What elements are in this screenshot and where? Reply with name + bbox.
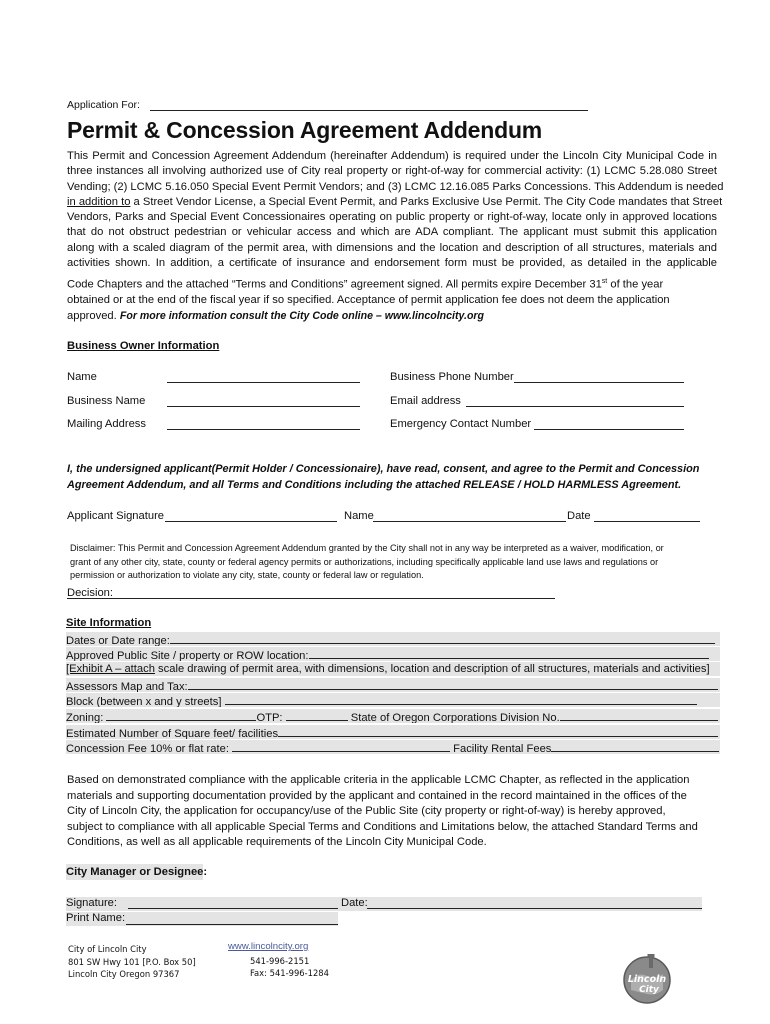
emergency-contact-field[interactable] <box>534 429 684 430</box>
footer-fax: Fax: 541-996-1284 <box>250 968 329 978</box>
logo-text-lincoln: Lincoln <box>627 974 667 985</box>
intro-line: Vendors, Parks and Special Event Concessionaires operating on public property or right-of-way, locate only in approved locations <box>67 211 717 224</box>
address-line: Lincoln City Oregon 97367 <box>68 969 180 979</box>
fee-row <box>66 740 720 754</box>
intro-line: three instances all involving authorized use of City real property or right-of-way for commercial activity: (1) LCMC 5.28.080 Street <box>67 165 717 178</box>
intro-paragraph <box>67 149 724 324</box>
intro-line: Vending; (2) LCMC 5.16.050 Special Event Permit Vendors; and (3) LCMC 12.16.085 Parks Concessions. This Addendum is needed <box>67 180 724 193</box>
intro-line <box>67 274 717 293</box>
sqft-row[interactable] <box>66 725 720 739</box>
site-information-heading: Site Information <box>66 617 152 629</box>
intro-line-pre: approved. <box>67 309 120 322</box>
compliance-line: Conditions, as well as all applicable requirements of the Lincoln City Municipal Code. <box>67 836 487 848</box>
dates-field[interactable] <box>170 632 715 644</box>
agreement-line: Agreement Addendum, and all Terms and Conditions including the attached RELEASE / HOLD HARMLESS Agreement. <box>67 479 682 491</box>
zoning-field[interactable] <box>106 709 256 721</box>
zoning-row <box>66 709 720 723</box>
block-row[interactable] <box>66 693 720 707</box>
sqft-label: Estimated Number of Square feet/ facilities <box>66 728 279 739</box>
email-field[interactable] <box>466 406 684 407</box>
business-phone-label: Business Phone Number <box>390 371 514 383</box>
manager-date-label: Date: <box>341 897 368 909</box>
intro-line <box>67 309 717 324</box>
emergency-contact-label: Emergency Contact Number <box>390 418 532 430</box>
mailing-address-field[interactable] <box>167 429 360 430</box>
disclaimer <box>70 542 730 583</box>
dates-label: Dates or Date range: <box>66 635 170 646</box>
intro-line: activities shown. In addition, a certificate of insurance and endorsement form must be provided, as detailed in the applicable <box>67 257 717 270</box>
footer-address <box>68 943 196 981</box>
fee-label: Concession Fee 10% or flat rate: <box>66 743 229 754</box>
approved-site-label: Approved Public Site / property or ROW location: <box>66 650 309 661</box>
approved-site-field[interactable] <box>309 647 709 659</box>
logo-icon <box>619 950 675 1006</box>
applicant-signature-field[interactable] <box>165 521 337 522</box>
exhibit-description: scale drawing of permit area, with dimensions, location and description of all structures, materials and activities] <box>154 663 710 675</box>
block-label: Block (between x and y streets] <box>66 696 222 707</box>
application-for-text: Application For: <box>67 99 140 111</box>
compliance-line: materials and supporting documentation provided by the applicant and contained in the record maintained in the offices of the <box>67 789 687 802</box>
intro-line: along with a scaled diagram of the permit area, with dimensions and the location and description of all structures, materials and <box>67 241 717 254</box>
compliance-line: Based on demonstrated compliance with the applicable criteria in the applicable LCMC Chapter, as reflected in the application <box>67 774 690 786</box>
footer-phone: 541-996-2151 <box>250 956 310 966</box>
compliance-line: subject to compliance with all applicable Special Terms and Conditions and Limitations below, the attached Standard Terms and <box>67 820 698 833</box>
applicant-date-label: Date <box>567 510 591 522</box>
state-corp-field[interactable] <box>560 709 718 721</box>
print-name-field[interactable] <box>126 924 338 925</box>
applicant-name-label: Name <box>344 510 374 522</box>
compliance-line: City of Lincoln City, the application for occupancy/use of the Public Site (city property or right-of-way) is hereby approved, <box>67 805 666 817</box>
assessors-field[interactable] <box>188 678 718 690</box>
name-label: Name <box>67 371 97 383</box>
fee-field[interactable] <box>232 740 450 752</box>
print-name-label: Print Name: <box>66 912 126 924</box>
block-field[interactable] <box>225 693 697 705</box>
otp-label: OTP: <box>256 712 283 723</box>
lincoln-city-logo <box>619 950 675 1006</box>
otp-field[interactable] <box>286 709 348 721</box>
intro-line-post: of the year <box>607 279 664 292</box>
intro-line-rest: a Street Vendor License, a Special Event Permit, and Parks Exclusive Use Permit. The City Code mandates that Street <box>130 195 723 208</box>
mailing-address-label: Mailing Address <box>67 418 146 430</box>
rental-field[interactable] <box>551 740 719 752</box>
approved-site-row[interactable] <box>66 647 720 661</box>
business-phone-field[interactable] <box>514 382 684 383</box>
assessors-label: Assessors Map and Tax: <box>66 681 188 692</box>
decision-field[interactable] <box>67 598 555 599</box>
address-line: City of Lincoln City <box>68 944 147 954</box>
disclaimer-line: permission or authorization to violate any city, state, county or federal law or regulation. <box>70 570 424 580</box>
state-corp-label: State of Oregon Corporations Division No. <box>350 712 560 723</box>
rental-label: Facility Rental Fees <box>453 743 552 754</box>
city-code-link-text: For more information consult the City Code online – www.lincolncity.org <box>119 309 485 322</box>
business-name-field[interactable] <box>167 406 360 407</box>
business-owner-heading: Business Owner Information <box>67 340 220 352</box>
name-field[interactable] <box>167 382 360 383</box>
manager-signature-label: Signature: <box>66 897 117 909</box>
intro-line <box>67 195 723 210</box>
agreement-line: I, the undersigned applicant(Permit Holder / Concessionaire), have read, consent, and agree to the Permit and Concession <box>67 463 700 475</box>
page-title: Permit & Concession Agreement Addendum <box>67 117 543 143</box>
intro-line: obtained or at the end of the fiscal year if so specified. Acceptance of permit application fee does not deem the application <box>67 294 670 307</box>
intro-underlined-text: in addition to <box>67 195 131 208</box>
sqft-field[interactable] <box>278 725 718 737</box>
assessors-row[interactable] <box>66 678 720 692</box>
dates-row[interactable] <box>66 632 720 646</box>
city-manager-heading: City Manager or Designee: <box>66 866 208 878</box>
intro-line: that do not obstruct pedestrian or vehicular access and which are ADA compliant. The applicant must submit this application <box>67 226 717 239</box>
compliance-paragraph <box>67 773 717 851</box>
exhibit-a-link[interactable]: [Exhibit A – attach <box>66 663 155 675</box>
decision-label: Decision: <box>67 587 114 599</box>
disclaimer-line: grant of any other city, state, county or federal agency permits or authorizations, including specifically applicable land use laws and regulations or <box>70 556 659 567</box>
manager-date-field[interactable] <box>367 908 702 909</box>
website-link[interactable]: www.lincolncity.org <box>228 941 309 952</box>
applicant-signature-label: Applicant Signature <box>67 510 165 522</box>
address-line: 801 SW Hwy 101 [P.O. Box 50] <box>68 956 196 967</box>
exhibit-row <box>66 662 720 676</box>
disclaimer-line: Disclaimer: This Permit and Concession Agreement Addendum granted by the City shall not in any way be interpreted as a waiver, modification, or <box>70 543 664 553</box>
application-for-label <box>67 99 140 111</box>
email-label: Email address <box>390 395 461 407</box>
intro-line: This Permit and Concession Agreement Addendum (hereinafter Addendum) is required under the Lincoln City Municipal Code in <box>67 150 717 162</box>
intro-sup: st <box>601 278 608 286</box>
zoning-label: Zoning: <box>66 712 104 723</box>
applicant-name-field[interactable] <box>373 521 566 522</box>
logo-text-city: City <box>639 985 659 995</box>
manager-signature-field[interactable] <box>128 908 338 909</box>
intro-line-pre: Code Chapters and the attached “Terms and Conditions” agreement signed. All permits expire December 31 <box>67 279 602 292</box>
business-name-label: Business Name <box>67 395 146 407</box>
application-for-line[interactable] <box>150 110 588 111</box>
applicant-date-field[interactable] <box>594 521 700 522</box>
